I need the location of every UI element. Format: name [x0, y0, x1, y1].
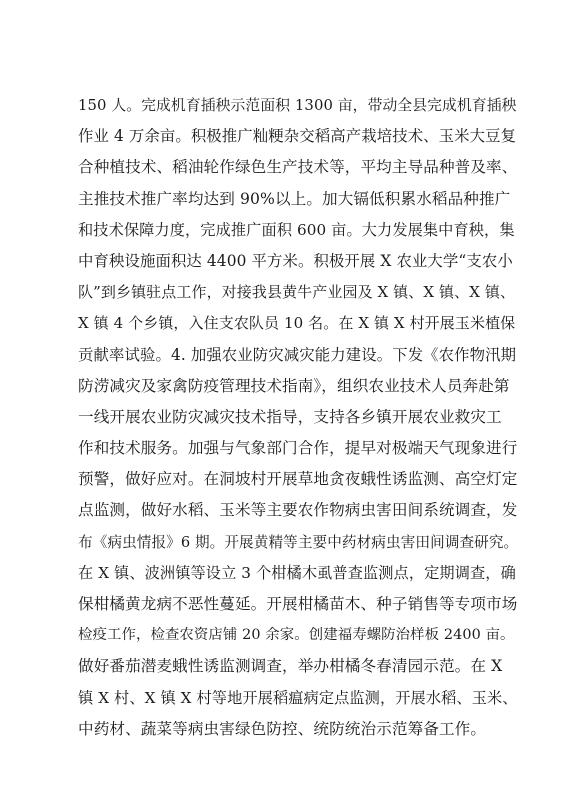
text-line: 防涝减灾及家禽防疫管理技术指南》，组织农业技术人员奔赴第 [78, 376, 510, 395]
text-line: 镇 X 村、X 镇 X 村等地开展稻瘟病定点监测，开展水稻、玉米、 [78, 688, 518, 707]
text-line: 在 X 镇、波洲镇等设立 3 个柑橘木虱普查监测点，定期调查，确 [78, 563, 516, 582]
text-line: 预警，做好应对。在洞坡村开展草地贪夜蛾性诱监测、高空灯定 [78, 470, 518, 489]
text-line: 保柑橘黄龙病不恶性蔓延。开展柑橘苗木、种子销售等专项市场 [78, 595, 518, 613]
text-line: 做好番茄潜麦蛾性诱监测调查，举办柑橘冬春清园示范。在 X [78, 657, 503, 676]
text-line: 队”到乡镇驻点工作，对接我县黄牛产业园及 X 镇、X 镇、X 镇、 [78, 283, 516, 302]
text-line: 合种植技术、稻油轮作绿色生产技术等，平均主导品种普及率、 [78, 158, 518, 177]
body-text [78, 90, 518, 745]
text-line: X 镇 4 个乡镇，入住支农队员 10 名。在 X 镇 X 村开展玉米植保 [78, 314, 516, 333]
text-line: 点监测，做好水稻、玉米等主要农作物病虫害田间系统调查，发 [78, 501, 518, 520]
text-line: 中育秧设施面积达 4400 平方米。积极开展 X 农业大学“支农小 [78, 251, 513, 270]
text-line: 一线开展农业防灾减灾技术指导，支持各乡镇开展农业救灾工 [78, 407, 502, 426]
text-line: 中药材、蔬菜等病虫害绿色防控、统防统治示范筹备工作。 [78, 719, 487, 738]
text-line: 主推技术推广率均达到 90%以上。加大镉低积累水稻品种推广 [78, 189, 511, 208]
text-line: 作业 4 万余亩。积极推广籼粳杂交稻高产栽培技术、玉米大豆复 [78, 127, 517, 146]
text-line: 和技术保障力度，完成推广面积 600 亩。大力发展集中育秧，集 [78, 220, 515, 239]
text-line: 布《病虫情报》6 期。开展黄精等主要中药材病虫害田间调查研究。 [78, 533, 519, 551]
text-line: 检疫工作，检查农资店铺 20 余家。创建福寿螺防治样板 2400 亩。 [78, 627, 515, 644]
text-line: 贡献率试验。4. 加强农业防灾减灾能力建设。下发《农作物汛期 [78, 345, 517, 364]
text-line: 作和技术服务。加强与气象部门合作，提早对极端天气现象进行 [78, 439, 518, 458]
text-line: 150 人。完成机育插秧示范面积 1300 亩，带动全县完成机育插秧 [78, 97, 517, 114]
